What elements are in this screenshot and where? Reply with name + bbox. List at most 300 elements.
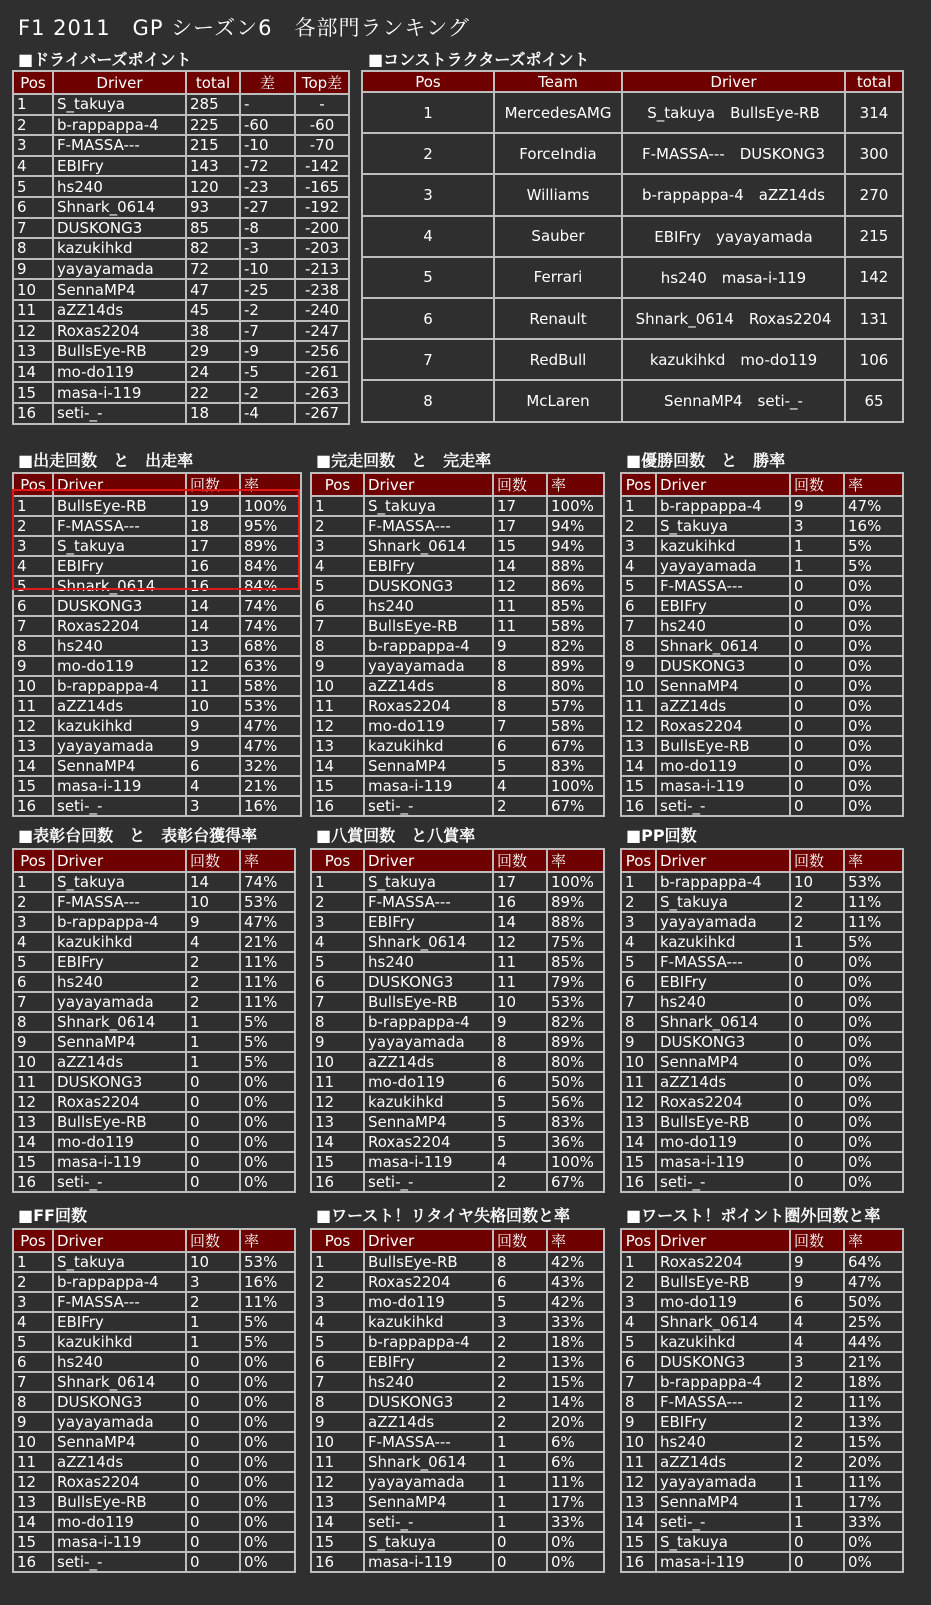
cell-driver: seti-_- (656, 1512, 790, 1532)
cell-value-3: -263 (295, 382, 349, 403)
cell-value-2: 42% (547, 1292, 604, 1312)
table-row (621, 872, 903, 892)
cell-value: b-rappappa-4 aZZ14ds (622, 174, 845, 215)
cell-value: 17 (186, 536, 240, 556)
cell-pos: 4 (311, 556, 364, 576)
table-row (621, 1372, 903, 1392)
cell-driver: SennaMP4 (364, 756, 493, 776)
cell-pos: 2 (621, 1272, 656, 1292)
cell-value: 0 (790, 992, 844, 1012)
table-row (311, 1332, 604, 1352)
table-row (621, 1072, 903, 1092)
cell-value: 1 (186, 1032, 240, 1052)
table-row (13, 1412, 295, 1432)
cell-pos: 13 (13, 341, 53, 362)
cell-value: 9 (790, 496, 844, 516)
cell-pos: 3 (621, 1292, 656, 1312)
cell-value: 4 (186, 932, 240, 952)
cell-driver: b-rappappa-4 (364, 1012, 493, 1032)
cell-driver: Shnark_0614 (53, 576, 186, 596)
column-header-top-gap: Top差 (295, 71, 349, 94)
column-header-count: 回数 (790, 849, 844, 872)
cell-value: 85 (186, 218, 240, 239)
table-row (13, 1152, 295, 1172)
cell-pos: 3 (311, 536, 364, 556)
cell-driver: kazukihkd (53, 716, 186, 736)
cell-pos: 1 (13, 872, 53, 892)
cell-value-2: 0% (240, 1512, 295, 1532)
cell-value: 2 (493, 1372, 547, 1392)
cell-value: 6 (493, 736, 547, 756)
cell-driver: hs240 (656, 992, 790, 1012)
cell-pos: 13 (621, 1112, 656, 1132)
cell-driver: SennaMP4 (656, 676, 790, 696)
table-row (13, 696, 301, 716)
cell-driver: S_takuya (656, 1532, 790, 1552)
cell-value-2: 11% (240, 952, 295, 972)
wins-heading: ■優勝回数 と 勝率 (626, 451, 786, 470)
cell-pos: 9 (621, 1032, 656, 1052)
cell-value-2: 11% (844, 1472, 903, 1492)
cell-value-2: 100% (547, 1152, 604, 1172)
cell-driver: ForceIndia (494, 133, 622, 174)
cell-value: 0 (790, 1072, 844, 1092)
cell-driver: mo-do119 (53, 656, 186, 676)
cell-pos: 8 (311, 1012, 364, 1032)
cell-value: 0 (186, 1172, 240, 1192)
cell-pos: 15 (13, 1152, 53, 1172)
table-row (621, 496, 903, 516)
cell-pos: 16 (621, 1172, 656, 1192)
cell-driver: BullsEye-RB (364, 992, 493, 1012)
starts-heading: ■出走回数 と 出走率 (18, 451, 194, 470)
cell-value-2: 68% (240, 636, 301, 656)
table-row (13, 1032, 295, 1052)
cell-value: 4 (493, 1152, 547, 1172)
table-row (311, 1292, 604, 1312)
cell-pos: 3 (362, 174, 494, 215)
points-finish-table (310, 848, 605, 1193)
worst-retire-table (310, 1228, 605, 1573)
cell-pos: 7 (13, 616, 53, 636)
cell-value-2: 5% (240, 1332, 295, 1352)
cell-value-2: -10 (240, 259, 295, 280)
cell-pos: 9 (13, 1032, 53, 1052)
cell-driver: mo-do119 (656, 1132, 790, 1152)
table-row (621, 516, 903, 536)
table-row (311, 1012, 604, 1032)
cell-value-2: - (240, 94, 295, 115)
cell-pos: 1 (362, 92, 494, 133)
cell-driver: BullsEye-RB (656, 736, 790, 756)
cell-value: 0 (790, 596, 844, 616)
cell-pos: 11 (13, 696, 53, 716)
worst-retire-heading: ■ワースト！リタイヤ失格回数と率 (316, 1206, 570, 1225)
cell-value: 17 (493, 872, 547, 892)
fastest-laps-table (12, 1228, 296, 1573)
cell-value: 1 (790, 1472, 844, 1492)
cell-pos: 11 (311, 1452, 364, 1472)
cell-driver: hs240 (53, 636, 186, 656)
cell-value: 0 (790, 1112, 844, 1132)
column-header-pos: Pos (311, 849, 364, 872)
cell-value: 2 (790, 1452, 844, 1472)
cell-driver: SennaMP4 (656, 1492, 790, 1512)
cell-value-2: 6% (547, 1452, 604, 1472)
cell-value-2: 0% (240, 1072, 295, 1092)
cell-driver: mo-do119 (364, 716, 493, 736)
cell-value: SennaMP4 seti-_- (622, 380, 845, 421)
cell-value-2: 0% (844, 656, 903, 676)
cell-pos: 16 (311, 1552, 364, 1572)
cell-value: 6 (493, 1072, 547, 1092)
cell-pos: 4 (13, 556, 53, 576)
table-row (13, 676, 301, 696)
table-row (311, 1412, 604, 1432)
cell-driver: Williams (494, 174, 622, 215)
cell-pos: 11 (13, 1452, 53, 1472)
column-header-count: 回数 (790, 473, 844, 496)
cell-value: hs240 masa-i-119 (622, 257, 845, 298)
cell-value-2: 0% (844, 1012, 903, 1032)
cell-driver: hs240 (53, 176, 186, 197)
table-row (311, 1132, 604, 1152)
column-header-pos: Pos (13, 473, 53, 496)
cell-driver: BullsEye-RB (656, 1112, 790, 1132)
cell-value: 2 (790, 1392, 844, 1412)
cell-pos: 11 (311, 696, 364, 716)
cell-pos: 3 (13, 536, 53, 556)
cell-value: 12 (493, 576, 547, 596)
column-header-count: 回数 (493, 473, 547, 496)
driver-points-heading: ■ドライバーズポイント (18, 50, 192, 69)
cell-pos: 4 (621, 556, 656, 576)
cell-driver: kazukihkd (364, 1092, 493, 1112)
cell-value-3: -142 (295, 156, 349, 177)
cell-driver: hs240 (53, 1352, 186, 1372)
column-header-pos: Pos (621, 473, 656, 496)
cell-pos: 4 (621, 1312, 656, 1332)
table-row (362, 298, 903, 339)
cell-pos: 6 (13, 1352, 53, 1372)
cell-driver: Shnark_0614 (656, 1012, 790, 1032)
cell-pos: 9 (311, 1032, 364, 1052)
table-row (621, 1132, 903, 1152)
cell-value: 0 (186, 1152, 240, 1172)
table-row (621, 596, 903, 616)
cell-value: 9 (186, 912, 240, 932)
cell-pos: 8 (621, 1012, 656, 1032)
cell-value-2: 84% (240, 576, 301, 596)
cell-pos: 7 (311, 992, 364, 1012)
cell-value-2: 0% (240, 1452, 295, 1472)
cell-pos: 7 (311, 616, 364, 636)
cell-value-2: 83% (547, 1112, 604, 1132)
cell-driver: F-MASSA--- (364, 892, 493, 912)
cell-value-2: 53% (240, 1252, 295, 1272)
cell-value: 0 (790, 952, 844, 972)
cell-value: 14 (186, 872, 240, 892)
cell-value: 2 (186, 952, 240, 972)
cell-value: 82 (186, 238, 240, 259)
cell-driver: seti-_- (656, 796, 790, 816)
cell-value: 72 (186, 259, 240, 280)
column-header-pos: Pos (311, 1229, 364, 1252)
cell-pos: 15 (621, 1152, 656, 1172)
table-row (13, 496, 301, 516)
cell-driver: aZZ14ds (364, 1412, 493, 1432)
table-row (13, 1332, 295, 1352)
cell-value-2: 74% (240, 616, 301, 636)
cell-pos: 9 (311, 1412, 364, 1432)
cell-pos: 1 (311, 872, 364, 892)
cell-value-2: 74% (240, 596, 301, 616)
column-header-rate: 率 (547, 473, 604, 496)
cell-driver: F-MASSA--- (656, 576, 790, 596)
cell-value: 12 (493, 932, 547, 952)
cell-pos: 13 (311, 1492, 364, 1512)
cell-driver: Shnark_0614 (364, 1452, 493, 1472)
cell-value-2: 53% (240, 892, 295, 912)
cell-pos: 7 (621, 1372, 656, 1392)
cell-pos: 16 (621, 796, 656, 816)
cell-value: S_takuya BullsEye-RB (622, 92, 845, 133)
points-finish-heading: ■八賞回数 と八賞率 (316, 826, 476, 845)
cell-pos: 10 (13, 1432, 53, 1452)
cell-value-2: 0% (240, 1092, 295, 1112)
cell-value: 0 (186, 1412, 240, 1432)
table-row (311, 1492, 604, 1512)
table-row (13, 382, 349, 403)
column-header-pos: Pos (13, 71, 53, 94)
cell-value-2: 50% (547, 1072, 604, 1092)
table-row (621, 1472, 903, 1492)
cell-pos: 14 (311, 756, 364, 776)
cell-value-2: 0% (240, 1372, 295, 1392)
cell-pos: 16 (13, 403, 53, 424)
cell-value: 8 (493, 696, 547, 716)
cell-driver: masa-i-119 (53, 1532, 186, 1552)
table-row (621, 952, 903, 972)
cell-value-2: 15% (547, 1372, 604, 1392)
cell-value-2: 6% (547, 1432, 604, 1452)
table-row (311, 556, 604, 576)
cell-value-2: 0% (844, 1092, 903, 1112)
cell-pos: 5 (13, 176, 53, 197)
cell-driver: BullsEye-RB (364, 1252, 493, 1272)
cell-value: 1 (493, 1472, 547, 1492)
cell-driver: F-MASSA--- (364, 516, 493, 536)
cell-driver: Shnark_0614 (364, 932, 493, 952)
cell-driver: Shnark_0614 (656, 636, 790, 656)
cell-driver: aZZ14ds (364, 1052, 493, 1072)
cell-value-2: -23 (240, 176, 295, 197)
cell-value-2: 0% (844, 576, 903, 596)
table-row (13, 1272, 295, 1292)
table-row (311, 596, 604, 616)
cell-value-2: 82% (547, 636, 604, 656)
cell-value: 2 (790, 912, 844, 932)
cell-value-2: 0% (547, 1532, 604, 1552)
cell-driver: SennaMP4 (53, 756, 186, 776)
table-row (311, 1472, 604, 1492)
cell-value: 15 (493, 536, 547, 556)
cell-value-2: 33% (844, 1512, 903, 1532)
cell-pos: 8 (621, 636, 656, 656)
cell-value: 2 (186, 972, 240, 992)
cell-pos: 8 (311, 1392, 364, 1412)
table-row (621, 1012, 903, 1032)
cell-value-3: -267 (295, 403, 349, 424)
table-row (621, 656, 903, 676)
cell-value: 14 (493, 556, 547, 576)
column-header-gap: 差 (240, 71, 295, 94)
cell-value-3: - (295, 94, 349, 115)
column-header-team: Team (494, 71, 622, 92)
table-row (362, 174, 903, 215)
cell-value-2: 11% (547, 1472, 604, 1492)
cell-pos: 5 (311, 576, 364, 596)
cell-value-2: 0% (844, 1032, 903, 1052)
cell-driver: masa-i-119 (53, 1152, 186, 1172)
cell-value-2: 36% (547, 1132, 604, 1152)
cell-driver: F-MASSA--- (656, 952, 790, 972)
table-row (621, 1512, 903, 1532)
cell-pos: 4 (13, 932, 53, 952)
cell-value-2: 20% (547, 1412, 604, 1432)
cell-value-2: 47% (240, 736, 301, 756)
cell-value-2: 13% (844, 1412, 903, 1432)
cell-value: 93 (186, 197, 240, 218)
cell-pos: 9 (13, 259, 53, 280)
cell-pos: 4 (13, 156, 53, 177)
podiums-table (12, 848, 296, 1193)
page-title: F1 2011 GP シーズン6 各部門ランキング (18, 16, 470, 40)
worst-no-points-heading: ■ワースト！ポイント圏外回数と率 (626, 1206, 881, 1225)
cell-value-2: 0% (844, 736, 903, 756)
table-row (13, 1352, 295, 1372)
table-row (311, 1432, 604, 1452)
cell-driver: masa-i-119 (364, 1152, 493, 1172)
cell-value-2: -3 (240, 238, 295, 259)
cell-value: 0 (790, 676, 844, 696)
table-row (13, 912, 295, 932)
cell-value: 1 (186, 1012, 240, 1032)
cell-driver: EBIFry (53, 156, 186, 177)
cell-value: 5 (493, 1132, 547, 1152)
table-row (621, 1532, 903, 1552)
cell-value-2: 0% (240, 1432, 295, 1452)
cell-driver: masa-i-119 (364, 776, 493, 796)
cell-value: 1 (493, 1432, 547, 1452)
cell-driver: aZZ14ds (656, 696, 790, 716)
table-row (621, 1152, 903, 1172)
cell-value-3: -203 (295, 238, 349, 259)
cell-driver: mo-do119 (53, 1132, 186, 1152)
table-row (13, 796, 301, 816)
table-row (621, 556, 903, 576)
cell-value: 6 (790, 1292, 844, 1312)
cell-value-2: 0% (240, 1532, 295, 1552)
cell-pos: 12 (311, 1472, 364, 1492)
cell-driver: BullsEye-RB (364, 616, 493, 636)
cell-value-2: 0% (844, 1152, 903, 1172)
table-row (621, 892, 903, 912)
cell-pos: 7 (13, 992, 53, 1012)
cell-driver: DUSKONG3 (364, 972, 493, 992)
cell-value-2: 83% (547, 756, 604, 776)
table-row (13, 536, 301, 556)
cell-driver: SennaMP4 (364, 1112, 493, 1132)
cell-pos: 15 (13, 776, 53, 796)
cell-value: 0 (186, 1372, 240, 1392)
cell-value: 8 (493, 656, 547, 676)
cell-value-3: -70 (295, 135, 349, 156)
table-row (362, 257, 903, 298)
cell-pos: 1 (311, 496, 364, 516)
table-row (13, 756, 301, 776)
table-row (311, 576, 604, 596)
cell-pos: 2 (311, 892, 364, 912)
cell-value: 0 (790, 716, 844, 736)
cell-value-2: 86% (547, 576, 604, 596)
cell-value-2: 0% (844, 676, 903, 696)
table-row (362, 339, 903, 380)
cell-value: 225 (186, 115, 240, 136)
table-row (311, 716, 604, 736)
table-row (621, 1312, 903, 1332)
table-row (13, 197, 349, 218)
cell-pos: 3 (13, 135, 53, 156)
cell-pos: 14 (13, 362, 53, 383)
table-row (311, 1272, 604, 1292)
cell-driver: Roxas2204 (364, 1132, 493, 1152)
cell-value: 285 (186, 94, 240, 115)
cell-value: 7 (493, 716, 547, 736)
cell-driver: aZZ14ds (364, 676, 493, 696)
table-row (13, 1392, 295, 1412)
cell-pos: 1 (13, 1252, 53, 1272)
table-row (13, 1172, 295, 1192)
cell-value: 14 (493, 912, 547, 932)
column-header-total: total (186, 71, 240, 94)
cell-pos: 12 (621, 716, 656, 736)
cell-driver: seti-_- (364, 1172, 493, 1192)
column-header-driver: Driver (656, 473, 790, 496)
cell-value-2: 0% (240, 1172, 295, 1192)
cell-pos: 10 (311, 1052, 364, 1072)
cell-value-2: 53% (240, 696, 301, 716)
cell-driver: S_takuya (53, 94, 186, 115)
table-row (13, 279, 349, 300)
cell-driver: yayayamada (656, 556, 790, 576)
cell-value-2: 314 (845, 92, 903, 133)
cell-value-2: 0% (844, 596, 903, 616)
cell-value-2: 100% (547, 496, 604, 516)
cell-value-2: 80% (547, 1052, 604, 1072)
cell-value: 29 (186, 341, 240, 362)
cell-value: 0 (790, 1052, 844, 1072)
cell-pos: 5 (13, 576, 53, 596)
column-header-driver: Driver (364, 1229, 493, 1252)
podiums-heading: ■表彰台回数 と 表彰台獲得率 (18, 826, 258, 845)
column-header-pos: Pos (621, 849, 656, 872)
cell-value-2: 63% (240, 656, 301, 676)
cell-driver: S_takuya (364, 872, 493, 892)
cell-driver: DUSKONG3 (53, 1072, 186, 1092)
cell-value: 10 (186, 892, 240, 912)
cell-value-2: 53% (547, 992, 604, 1012)
